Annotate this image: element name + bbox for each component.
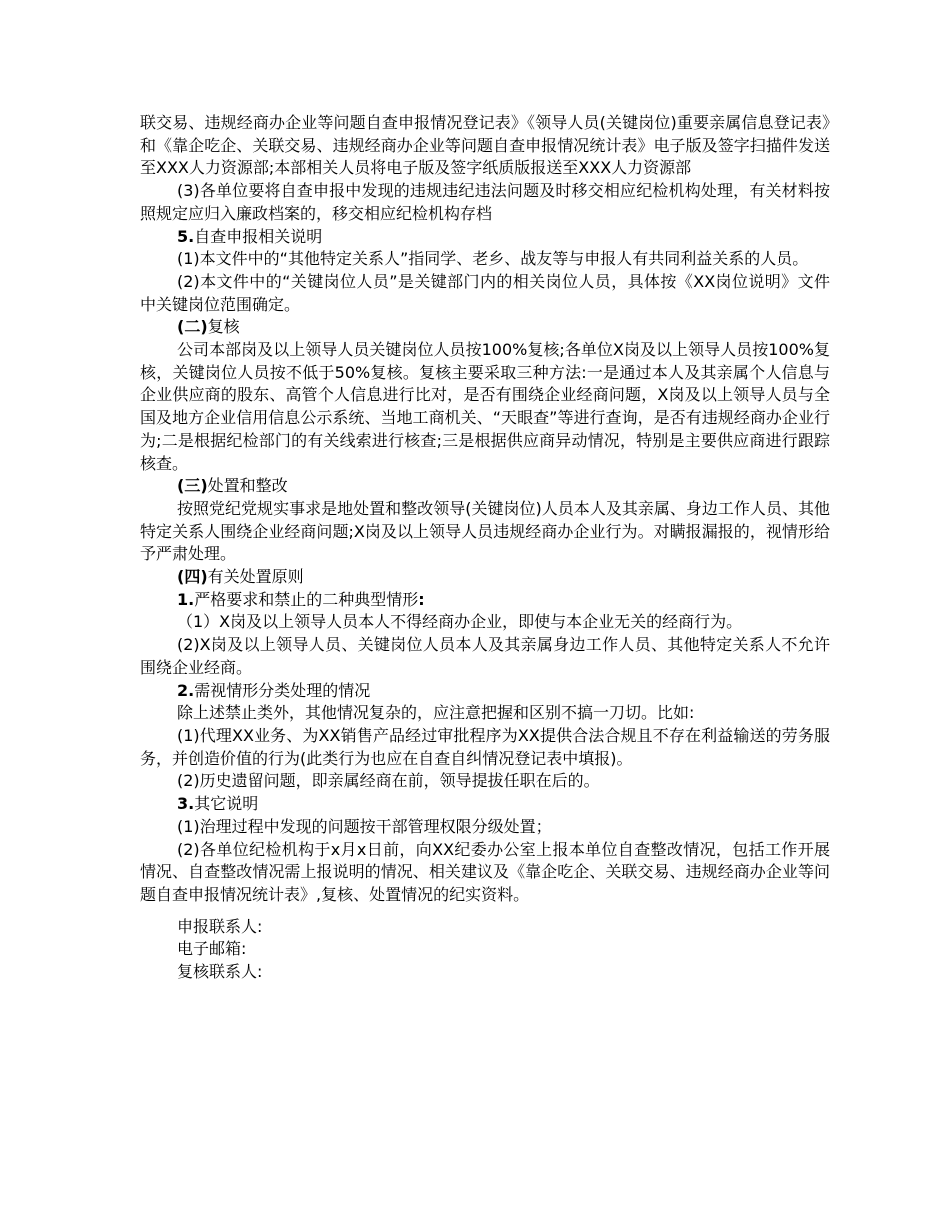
heading-number: 1. (177, 589, 195, 609)
contact-review: 复核联系人: (177, 962, 263, 982)
paragraph-note-2: (2)各单位纪检机构于x月x日前，向XX纪委办公室上报本单位自查整改情况，包括工作开展情况、自查整改情况需上报说明的情况、相关建议及《靠企吃企、关联交易、违规经商办企业等问题自查申报情况统计表》,复核、处置情况的纪实资料。 (140, 839, 830, 904)
contact-declaration: 申报联系人: (177, 916, 263, 936)
heading-text: 严格要求和禁止的二种典型情形 (194, 589, 419, 609)
heading-number: (二) (177, 317, 208, 337)
paragraph-prohibition-1: （1）X岗及以上领导人员本人不得经商办企业，即使与本企业无关的经商行为。 (177, 612, 743, 632)
heading-colon: : (418, 589, 425, 609)
heading-text: 需视情形分类处理的情况 (194, 680, 371, 700)
spacer (140, 907, 830, 916)
heading-principles (140, 566, 830, 589)
heading-number: 2. (177, 680, 195, 700)
document-page (140, 112, 830, 984)
heading-number: 5. (177, 226, 195, 246)
heading-3-other-notes (140, 793, 830, 816)
heading-number: (四) (177, 567, 208, 587)
heading-review (140, 316, 830, 339)
heading-disposal (140, 475, 830, 498)
paragraph-review-methods: 公司本部岗及以上领导人员关键岗位人员按100%复核;各单位X岗及以上领导人员按100%复核，关键岗位人员按不低于50%复核。复核主要采取三种方法:一是通过本人及其亲属个人信息与企业供应商的股东、高管个人信息进行比对，是否有围绕企业经商问题，X岗及以上领导人员与全国及地方企业信用信息公示系统、当地工商机关、“天眼查”等进行查询，是否有违规经商办企业行为;二是根据纪检部门的有关线索进行核查;三是根据供应商异动情况，特别是主要供应商进行跟踪核查。 (140, 340, 830, 473)
heading-5-self-check-notes (140, 226, 830, 249)
paragraph-disposal: 按照党纪党规实事求是地处置和整改领导(关键岗位)人员本人及其亲属、身边工作人员、其他特定关系人围绕企业经商问题;X岗及以上领导人员违规经商办企业行为。对瞒报漏报的，视情形给予严肃处理。 (140, 498, 830, 564)
heading-2-classified (140, 680, 830, 703)
heading-number: 3. (177, 794, 195, 814)
paragraph-note-1: (1)治理过程中发现的问题按干部管理权限分级处置； (177, 816, 552, 836)
paragraph-3-transfer: (3)各单位要将自查申报中发现的违规违纪违法问题及时移交相应纪检机构处理，有关材料按照规定应归入廉政档案的，移交相应纪检机构存档 (140, 181, 830, 223)
heading-text: 其它说明 (194, 794, 259, 814)
paragraph-key-positions: (2)本文件中的“关键岗位人员”是关键部门内的相关岗位人员，具体按《XX岗位说明》文件中关键岗位范围确定。 (140, 271, 830, 314)
heading-text: 自查申报相关说明 (194, 226, 323, 246)
heading-text: 有关处置原则 (207, 567, 304, 587)
paragraph-other-relations: (1)本文件中的“其他特定关系人”指同学、老乡、战友等与申报人有共同利益关系的人员。 (177, 249, 809, 269)
paragraph-classified-2: (2)历史遗留问题，即亲属经商在前，领导提拔任职在后的。 (177, 771, 600, 791)
paragraph-prohibition-2: (2)X岗及以上领导人员、关键岗位人员本人及其亲属身边工作人员、其他特定关系人不允许围绕企业经商。 (140, 635, 830, 677)
heading-number: (三) (177, 476, 208, 496)
paragraph-continuation: 联交易、违规经商办企业等问题自查申报情况登记表》《领导人员(关键岗位)重要亲属信息登记表》和《靠企吃企、关联交易、违规经商办企业等问题自查申报情况统计表》电子版及签字扫描件发送至XXX人力资源部;本部相关人员将电子版及签字纸质版报送至XXX人力资源部 (140, 113, 830, 178)
paragraph-classified-1: (1)代理XX业务、为XX销售产品经过审批程序为XX提供合法合规且不存在利益输送的劳务服务，并创造价值的行为(此类行为也应在自查自纠情况登记表中填报)。 (140, 725, 830, 768)
paragraph-classified-intro: 除上述禁止类外，其他情况复杂的，应注意把握和区别不搞一刀切。比如: (177, 703, 695, 723)
heading-text: 复核 (207, 317, 240, 337)
contact-email: 电子邮箱: (177, 939, 247, 959)
heading-1-prohibitions (140, 589, 830, 612)
heading-text: 处置和整改 (207, 476, 288, 496)
